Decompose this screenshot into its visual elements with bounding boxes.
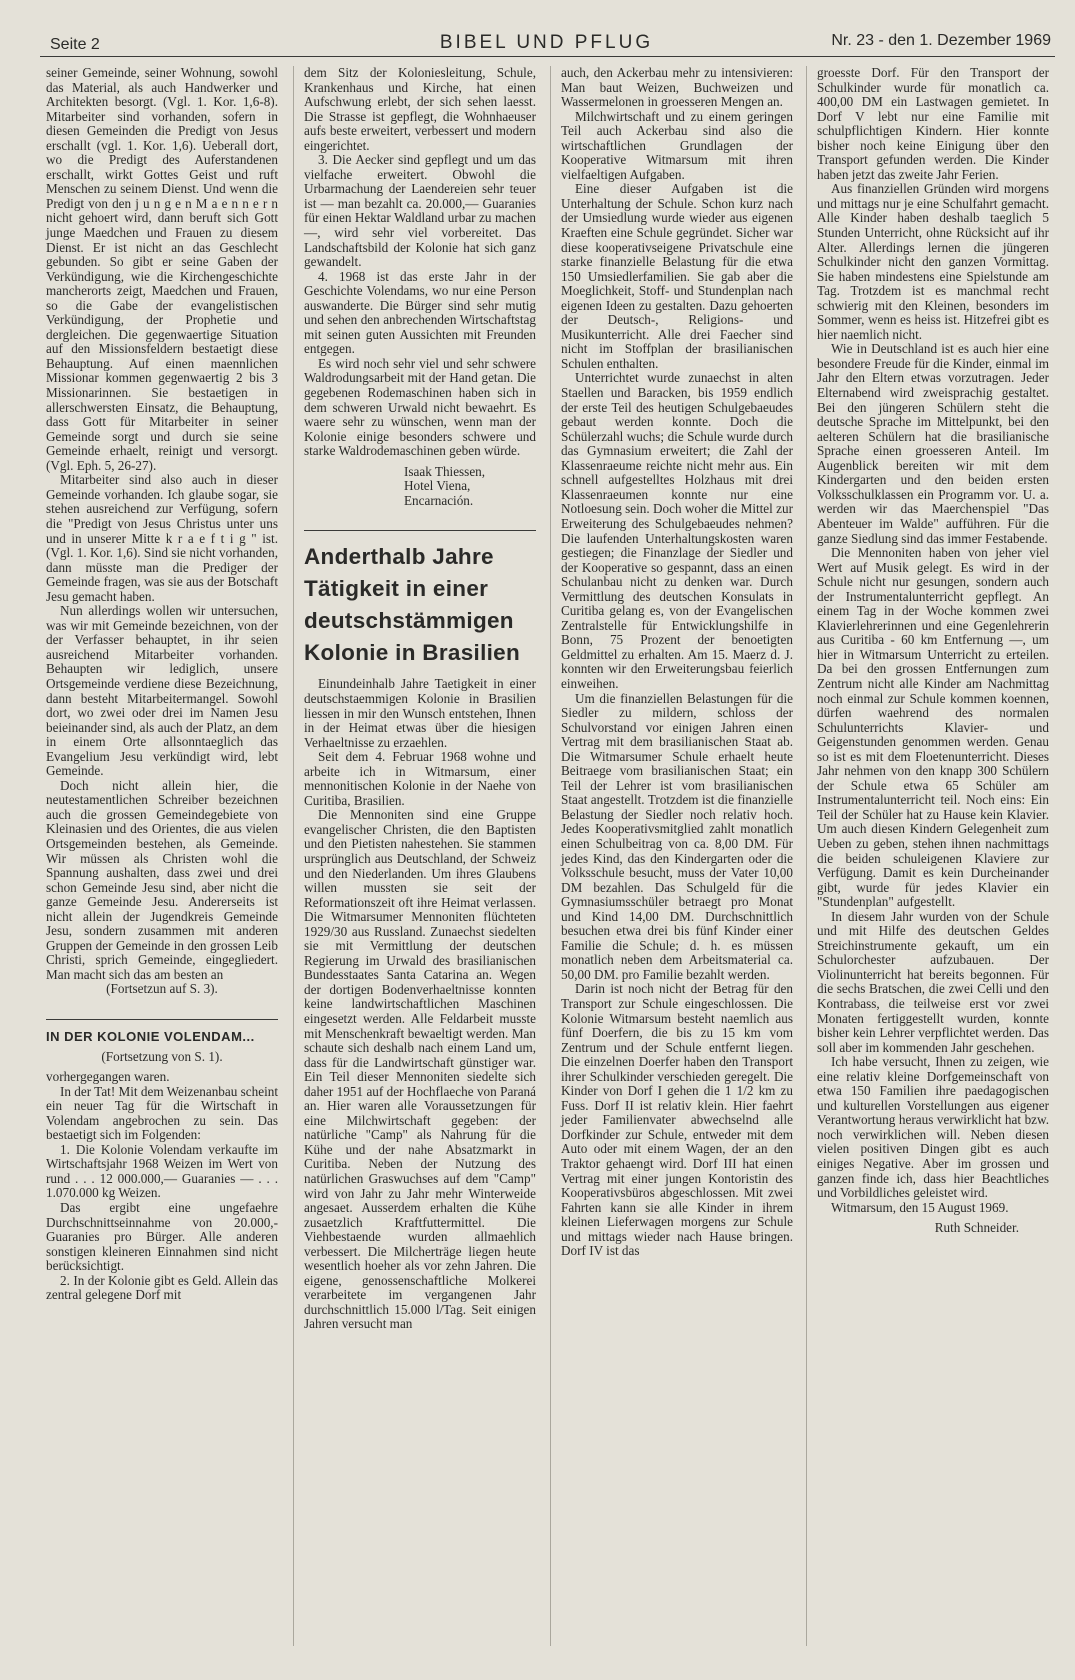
paragraph: In diesem Jahr wurden von der Schule und mit Hilfe des deutschen Geldes Streichinstrumente gekauft, um ein Schulorchester aufzubauen. Der Violinunterricht hat bereits begonnen. Für die sechs Bratschen, die zwei Celli und den Kontrabass, die teilweise erst vor zwei Monaten fertiggestellt wurden, konnte bisher kein Lehrer verpflichtet werden. Das soll aber im kommenden Jahr geschehen. <box>817 908 1049 1055</box>
article-rule <box>304 530 536 531</box>
signature-line: Hotel Viena, <box>404 478 471 494</box>
continued-note: (Fortsetzun auf S. 3). <box>106 981 218 997</box>
paragraph: auch, den Ackerbau mehr zu intensivieren: Man baut Weizen, Buchweizen und Wassermelonen in groesseren Mengen an. <box>561 65 793 110</box>
paragraph: Um die finanziellen Belastungen für die Siedler zu mildern, schloss der Schulvorstand vor einigen Jahren einen Vertrag mit dem brasilianischen Staat ab. Die Witmarsumer Schule erhaelt heute Beitraege vom brasilianischen Staat; ein Teil der Lehrer ist vom brasilianischen Staat angestellt. Trotzdem ist die finanzielle Belastung der Siedler noch relativ hoch. Jedes Kooperativsmitglied zahlt monatlich einen Schulbeitrag von ca. 8,00 DM. Für jedes Kind, das den Kindergarten oder die Volksschule besucht, muss der Vater 10,00 DM bezahlen. Das Schulgeld für die Gymnasiumsschüler betraegt pro Monat und Kind 14,00 DM. Durchschnittlich besuchen etwa drei bis fünf Kinder einer Familie die Schule; d. h. es müssen monatlich neben dem Arbeitsmaterial ca. 50,00 DM. pro Familie bezahlt werden. <box>561 690 793 982</box>
author-name: Ruth Schneider. <box>934 1220 1019 1236</box>
paragraph: groesste Dorf. Für den Transport der Schulkinder wurde für monatlich ca. 400,00 DM ein Lastwagen gemietet. In Dorf V lebt nur eine Familie mit schulpflichtigen Kindern. Hier konnte bisher noch keine Einigung über den Transport gefunden werden. Die Kinder haben jetzt das zweite Jahr Ferien. <box>817 65 1049 182</box>
paragraph: Ich habe versucht, Ihnen zu zeigen, wie eine relativ kleine Dorfgemeinschaft von etwa 150 Familien ihre paedagogischen und kulturellen Vorstellungen aus eigener Verantwortung heraus verwirklicht hat bzw. noch verwirklichen will. Neben diesen vielen positiven Dingen gibt es auch einiges Negative. Aber im grossen und ganzen finde ich, dass hier Beachtliches und Vorbildliches geleistet wird. <box>817 1054 1049 1201</box>
continued-from-note: (Fortsetzung von S. 1). <box>101 1048 223 1064</box>
issue-date: Nr. 23 - den 1. Dezember 1969 <box>831 32 1051 49</box>
paragraph: Einundeinhalb Jahre Taetigkeit in einer deutschstaemmigen Kolonie in Brasilien liessen in mir den Wunsch entstehen, Ihnen in der Heimat etwas über die hiesigen Verhaeltnisse zu erzaehlen. <box>304 676 536 750</box>
column-3 <box>561 66 793 1259</box>
column-4 <box>817 66 1049 1236</box>
dateline: Witmarsum, den 15 August 1969. <box>831 1199 1009 1215</box>
paragraph: Wie in Deutschland ist es auch hier eine besondere Freude für die Kinder, einmal im Jahr den Eltern etwas vorzutragen. Jeder Elternabend wird zweisprachig gestaltet. Bei den jüngeren Schülern steht die deutsche Sprache im Mittelpunkt, bei den aelteren Schülern hat die brasilianische Sprache einen groesseren Anteil. Im Augenblick bereiten wir mit dem Kindergarten und den beiden ersten Volksschulklassen ein Programm vor. U. a. werden wir das Maerchenspiel "Das Abenteuer im Walde" aufführen. Für die ganze Siedlung sind das immer Festabende. <box>817 341 1049 546</box>
article-headline: Anderthalb Jahre Tätigkeit in einer deutschstämmigen Kolonie in Brasilien <box>304 544 521 666</box>
column-divider <box>806 66 807 1646</box>
column-2 <box>304 66 536 1332</box>
paragraph: In der Tat! Mit dem Weizenanbau scheint ein neuer Tag für die Wirtschaft in Volendam angebrochen zu sein. Das bestaetigt sich im Folgenden: <box>46 1083 278 1143</box>
column-1 <box>46 66 278 1303</box>
paragraph: Milchwirtschaft und zu einem geringen Teil auch Ackerbau sind also die wirtschaftlichen Grundlagen der Kooperative Witmarsum mit ihren vielfaeltigen Aufgaben. <box>561 108 793 182</box>
paragraph: Unterrichtet wurde zunaechst in alten Staellen und Baracken, bis 1959 endlich der erste Teil des heutigen Schulgebaeudes gebaut werden konnte. Doch die Schülerzahl wuchs; die Schule wurde durch das Gymnasium erweitert; die Zahl der Klassenraeume reichte nicht mehr aus. Ein schnell aufgestelltes Holzhaus mit drei Klassenraeumen konnte nur eine Notloesung sein. Doch woher die Mittel zur Erweiterung des Schulgebaeudes nehmen? Die laufenden Unterhaltungskosten waren gestiegen; die Finanzlage der Siedler und der Kooperative so gespannt, dass an einen Schulanbau nicht zu denken war. Durch Vermittlung des deutschen Konsulats in Curitiba gelang es, von der Evangelischen Zentralstelle für Entwicklungshilfe in Bonn, 75 Prozent der benoetigten Geldmittel zu erhalten. Am 15. Maerz d. J. konnten wir den Erweiterungsbau feierlich einweihen. <box>561 370 793 691</box>
column-divider <box>550 66 551 1646</box>
newspaper-title: BIBEL UND PFLUG <box>439 32 654 53</box>
paragraph: seiner Gemeinde, seiner Wohnung, sowohl das Material, als auch Handwerker und Architekten besorgt. (Vgl. 1. Kor. 1,6-8). Mitarbeiter sind vorhanden, sofern in diesen Gemeinden die Predigt von Jesus erschallt (vgl. 1. Kor. 1,6). Ueberall dort, wo die Predigt des Auferstandenen erschallt, wirkt Gottes Geist und ruft Menschen zu seinem Dienst. Und wenn die Predigt von den j u n g e n M a e n n e r n nicht gehoert wird, dann beruft sich Gott junge Maedchen und Frauen zu diesem Dienst. Er ist nicht an das Geschlecht gebunden. So gibt er seine Gaben der Verkündigung, wie die Kirchengeschichte mancherorts zeigt, Maedchen und Frauen, so die Gabe der evangelistischen Verkündigung, der Prophetie und dergleichen. Die gegenwaertige Situation auf den Missionsfeldern bestaetigt diese Behauptung. Auf einen maennlichen Missionar kommen gegenwaertig 2 bis 3 Missionarinnen. Sie bestaetigen in allerschwersten Einsatz, die Behauptung, dass Gott für Mitarbeiter in seiner Gemeinde sorgt und durch sie seine Gemeinde erhaelt, reinigt und versorgt. (Vgl. Eph. 5, 26-27). <box>46 65 278 473</box>
paragraph: Es wird noch sehr viel und sehr schwere Waldrodungsarbeit mit der Hand getan. Die gegebenen Rodemaschinen haben sich in dem schweren Urwald nicht bewaehrt. Es waere sehr zu wünschen, wenn man der Kolonie einige besonders schwere und starke Waldrodemaschinen geben würde. <box>304 355 536 459</box>
page-header <box>38 22 1055 56</box>
section-rule <box>46 1019 278 1020</box>
paragraph: Mitarbeiter sind also auch in dieser Gemeinde vorhanden. Ich glaube sogar, sie stehen ausreichend zur Verfügung, sofern die "Predigt von Jesus Christus unter uns und in unserer Mitte k r a e f t i g " ist. (Vgl. 1. Kor. 1,6). Sind sie nicht vorhanden, dann müsste man die Prediger der Gemeinde fragen, was sie aus der Botschaft Jesu gemacht haben. <box>46 472 278 604</box>
paragraph: dem Sitz der Koloniesleitung, Schule, Krankenhaus und Kirche, hat einen Aufschwung erlebt, der sich sehen laesst. Die Strasse ist gepflegt, die Wohnhaeuser aufs beste erweitert, verbessert und modern eingerichtet. <box>304 65 536 153</box>
paragraph: Seit dem 4. Februar 1968 wohne und arbeite ich in Witmarsum, einer mennonitischen Kolonie in der Naehe von Curitiba, Brasilien. <box>304 749 536 808</box>
paragraph: Eine dieser Aufgaben ist die Unterhaltung der Schule. Schon kurz nach der Umsiedlung wurde wieder aus eigenen Kraeften eine Schule gegründet. Sicher war diese kooperativseigene Privatschule eine starke finanzielle Belastung für die etwa 150 Umsiedlerfamilien. Sie gab aber die Moeglichkeit, Stoff- und Stundenplan nach eigenen Ideen zu gestalten. Dazu gehoerten der Deutsch-, Religions- und Musikunterricht. Alle drei Faecher sind nicht im Stoffplan der brasilianischen Schulen enthalten. <box>561 181 793 371</box>
page-number: Seite 2 <box>50 36 100 53</box>
signature-name: Isaak Thiessen, <box>404 463 486 479</box>
paragraph: Nun allerdings wollen wir untersuchen, was wir mit Gemeinde bezeichnen, von der der Verfasser behauptet, in ihr seien ausreichend Mitarbeiter vorhanden. Behaupten wir lediglich, unsere Ortsgemeinde verdiene diese Bezeichnung, dann besteht Mitarbeitermangel. Sowohl dort, wo zwei oder drei im Namen Jesu beieinander sind, als auch der Platz, an dem in einem Orte allsonntaeglich das Evangelium Jesu verkündigt wird, lebt Gemeinde. <box>46 603 278 779</box>
column-divider <box>293 66 294 1646</box>
paragraph: 1. Die Kolonie Volendam verkaufte im Wirtschaftsjahr 1968 Weizen im Wert von rund . . . 12 000.000,— Guaranies — . . . 1.070.000 kg Weizen. <box>46 1141 278 1201</box>
paragraph: Das ergibt eine ungefaehre Durchschnittseinnahme von 20.000,- Guaranies pro Bürger. Alle anderen sonstigen kleineren Einnahmen sind nicht berücksichtigt. <box>46 1200 278 1274</box>
paragraph: 2. In der Kolonie gibt es Geld. Allein das zentral gelegene Dorf mit <box>46 1272 278 1303</box>
paragraph: Aus finanziellen Gründen wird morgens und mittags nur je eine Schulfahrt gemacht. Alle Kinder haben deshalb taeglich 5 Stunden Unterricht, ohne Rücksicht auf ihr Alter. Allerdings lernen die jüngeren Schulkinder nicht den ganzen Vormittag. Sie haben mindestens eine Spielstunde am Tag. Trotzdem ist es manchmal recht schwierig mit den Kleinen, besonders im Sommer, wenn es heiss ist. Hitzefrei gibt es hier naemlich nicht. <box>817 181 1049 342</box>
signature-line: Encarnación. <box>404 492 474 508</box>
header-rule <box>40 56 1055 57</box>
paragraph: Die Mennoniten haben von jeher viel Wert auf Musik gelegt. Es wird in der Schule nicht nur gesungen, sondern auch der Instrumentalunterricht gepflegt. An einem Tag in der Woche kommen zwei Klavierlehrerinnen und eine Gegenlehrerin aus Curitiba - 60 km Entfernung —, um hier in Witmarsum Unterricht zu erteilen. Da bei den grossen Entfernungen zum Zentrum nicht alle Kinder am Nachmittag noch einmal zur Schule kommen koennen, dürfen waehrend des normalen Schulunterrichts Klavier- und Geigenstunden genommen werden. Genau so ist es mit dem Floetenunterricht. Dieses Jahr nehmen von den knapp 300 Schülern der Schule etwa 65 Schüler am Instrumentalunterricht teil. Noch eins: Ein Teil der Schüler hat zu Hause kein Klavier. Um auch diesen Kindern Gelegenheit zum Ueben zu geben, stehen ihnen nachmittags die beiden schuleigenen Klaviere zur Verfügung. Damit es kein Durcheinander gibt, wurde für jedes Klavier ein "Stundenplan" aufgestellt. <box>817 545 1049 910</box>
paragraph: 3. Die Aecker sind gepflegt und um das vielfache erweitert. Obwohl die Urbarmachung der Laendereien sehr teuer ist — man bezahlt ca. 20.000,— Guaranies für einen Hektar Waldland urbar zu machen —, wird sehr viel vorbereitet. Das Landschaftsbild der Kolonie hat sich ganz gewandelt. <box>304 152 536 270</box>
paragraph: Darin ist noch nicht der Betrag für den Transport zur Schule eingeschlossen. Die Kolonie Witmarsum besteht naemlich aus fünf Doerfern, die bis zu 15 km vom Zentrum und der Schule entfernt liegen. Die einzelnen Doerfer haben den Transport ihrer Schulkinder verschieden geregelt. Die Kinder von Dorf I gehen die 1 1/2 km zu Fuss. Dorf II ist relativ klein. Hier faehrt jeder Familienvater abwechselnd alle Dorfkinder zur Schule, entweder mit dem Auto oder mit einem Wagen, der an den Traktor gehaengt wird. Dorf III hat einen Vertrag mit einer jungen Kontoristin des Kooperativsbüros abgeschlossen. Mit zwei Fahrten kann sie alle Kinder in ihrem kleinen Lieferwagen morgens zur Schule und mittags wieder nach Hause bringen. Dorf IV ist das <box>561 981 793 1259</box>
paragraph: vorhergegangen waren. <box>46 1069 170 1085</box>
paragraph: 4. 1968 ist das erste Jahr in der Geschichte Volendams, wo nur eine Person auswanderte. Die Bürger sind sehr mutig und sehen den anbrechenden Wirtschaftstag mit seinen guten Aussichten mit Freunden entgegen. <box>304 268 536 357</box>
paragraph: Die Mennoniten sind eine Gruppe evangelischer Christen, die den Baptisten und den Pietisten nahestehen. Sie stammen ursprünglich aus Deutschland, der Schweiz und den Niederlanden. Um ihres Glaubens willen mussten sie seit der Reformationszeit oft ihre Heimat verlassen. Die Witmarsumer Mennoniten flüchteten 1929/30 aus Russland. Zunaechst siedelten sie mit Vermittlung der deutschen Regierung im Urwald des brasilianischen Bundesstaates Santa Catarina an. Wegen der dortigen Bodenverhaeltnisse konnten keine landwirtschaftlichen Maschinen eingesetzt werden. Alle Feldarbeit musste mit Menschenkraft bewaeltigt werden. Man schaute sich deshalb nach einem Land um, dass für die Landwirtschaft günstiger war. Ein Teil dieser Mennoniten siedelte sich daher 1951 auf der Hochflaeche von Paraná an. Hier waren alle Voraussetzungen für eine Milchwirtschaft gegeben: der natürliche "Camp" als Nahrung für die Kühe und der nahe Absatzmarkt in Curitiba. Neben der Nutzung des natürlichen Graswuchses auf dem "Camp" wird von Jahr zu Jahr mehr Winterweide angesaet. Ausserdem erhalten die Kühe zusaetzlich Kraftfuttermittel. Die Viehbestaende wurden allmaehlich verbessert. Die Milcherträge liegen heute wesentlich hoeher als vor zehn Jahren. Die eigene, genossenschaftliche Molkerei verarbeitete im vergangenen Jahr durchschnittlich 15.000 l/Tag. Seit einigen Jahren versucht man <box>304 807 536 1332</box>
paragraph: Doch nicht allein hier, die neutestamentlichen Schreiber bezeichnen auch die grossen Gemeindegebiete von Kleinasien und des Orientes, die aus vielen Ortsgemeinden bestehen, als Gemeinde. Wir müssen als Christen wohl die Spannung aushalten, dass zwei und drei schon Gemeinde Jesu sind, aber nicht die ganze Gemeinde Jesu. Andererseits ist nicht allein der Jugendkreis Gemeinde Jesu, sondern zusammen mit anderen Gruppen der Gemeinde in den grossen Leib Christi, sprich Gemeinde, eingegliedert. Man macht sich das am besten an <box>46 777 278 982</box>
section-heading: IN DER KOLONIE VOLENDAM... <box>46 1029 255 1044</box>
